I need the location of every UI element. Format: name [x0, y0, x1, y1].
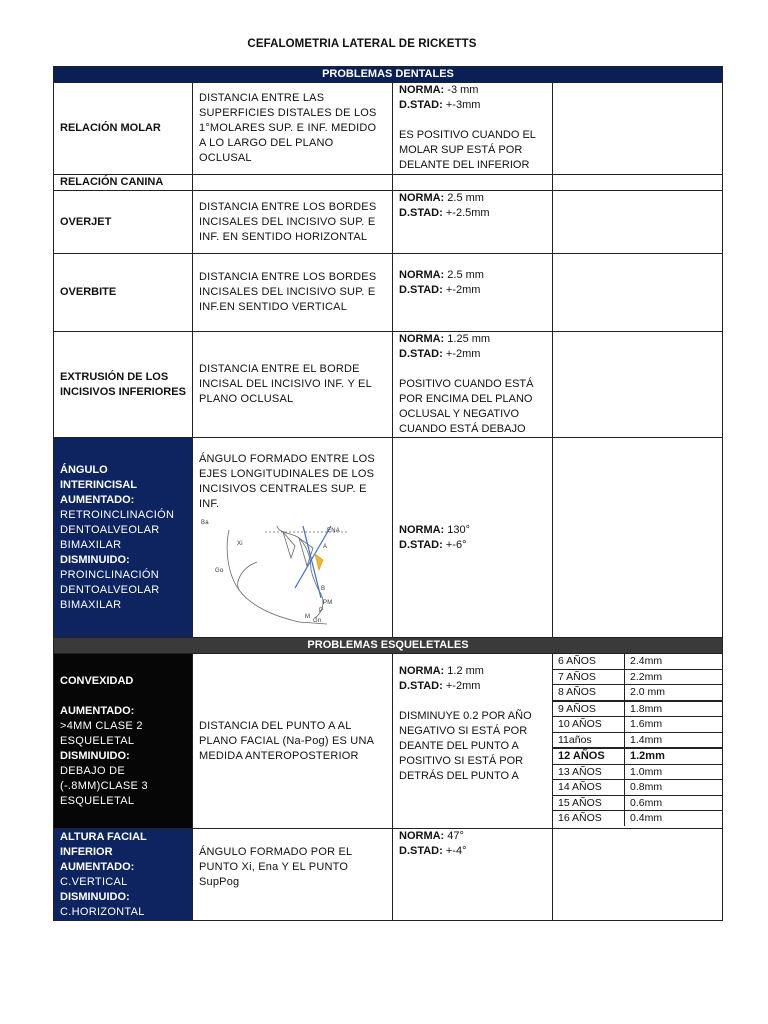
figure-label: Ba	[201, 520, 209, 526]
age-value: 2.0 mm	[625, 685, 723, 701]
empty-cell	[553, 83, 723, 175]
table-row	[54, 254, 723, 332]
age-row	[553, 717, 722, 733]
table-row	[54, 83, 723, 175]
figure-label: M	[305, 614, 311, 620]
age-label: 14 AÑOS	[553, 780, 625, 796]
age-row	[553, 654, 722, 669]
age-label: 15 AÑOS	[553, 795, 625, 811]
empty-cell	[193, 175, 393, 191]
empty-cell	[553, 438, 723, 638]
norma-label: NORMA:	[399, 523, 445, 536]
dstad-value: +-2mm	[445, 680, 481, 692]
incisor-axis-line	[295, 526, 331, 588]
age-row	[553, 669, 722, 685]
row-label: RELACIÓN MOLAR	[54, 83, 193, 175]
dstad-label: D.STAD:	[399, 207, 443, 219]
label-title: CONVEXIDAD	[60, 674, 134, 687]
age-value: 1.0mm	[625, 764, 723, 780]
age-table-cell	[553, 654, 723, 829]
dstad-label: D.STAD:	[399, 284, 443, 296]
section-title: PROBLEMAS DENTALES	[54, 67, 723, 83]
dstad-label: D.STAD:	[399, 538, 443, 551]
age-label: 11años	[553, 732, 625, 748]
section-header-dental	[54, 67, 723, 83]
age-label: 13 AÑOS	[553, 764, 625, 780]
label-title: ÁNGULO INTERINCISAL	[60, 463, 137, 491]
row-description: DISTANCIA ENTRE EL BORDE INCISAL DEL INCISIVO INF. Y EL PLANO OCLUSAL	[193, 332, 393, 438]
norma-value: 2.5 mm	[447, 192, 484, 204]
row-description: DISTANCIA DEL PUNTO A AL PLANO FACIAL (Na-Pog) ES UNA MEDIDA ANTEROPOSTERIOR	[193, 654, 393, 829]
age-value: 2.4mm	[625, 654, 723, 669]
dstad-value: +-2mm	[445, 348, 481, 360]
row-description: ÁNGULO FORMADO POR EL PUNTO Xi, Ena Y EL PUNTO SupPog	[193, 829, 393, 921]
norma-value: 1.25 mm	[447, 333, 491, 345]
row-label: RELACIÓN CANINA	[54, 175, 193, 191]
norma-label: NORMA:	[399, 84, 445, 96]
row-norm	[393, 829, 553, 921]
age-value: 1.6mm	[625, 717, 723, 733]
age-label: 10 AÑOS	[553, 717, 625, 733]
dstad-label: D.STAD:	[399, 845, 443, 857]
table-row	[54, 332, 723, 438]
norma-label: NORMA:	[399, 192, 445, 204]
cephalometric-diagram	[199, 518, 385, 628]
dstad-value: +-2mm	[445, 284, 481, 296]
row-norm	[393, 191, 553, 254]
row-norm	[393, 83, 553, 175]
age-value: 1.4mm	[625, 732, 723, 748]
norma-value: 130°	[447, 523, 471, 536]
age-value: 2.2mm	[625, 669, 723, 685]
norma-label: NORMA:	[399, 333, 445, 345]
section-header-skeletal	[54, 638, 723, 654]
row-description: DISTANCIA ENTRE LAS SUPERFICIES DISTALES DE LOS 1°MOLARES SUP. E INF. MEDIDO A LO LARGO DEL PLANO OCLUSAL	[193, 83, 393, 175]
age-label: 9 AÑOS	[553, 701, 625, 717]
table-row	[54, 654, 723, 829]
empty-cell	[553, 254, 723, 332]
empty-cell	[393, 175, 553, 191]
disminuido-text: DEBAJO DE (-.8MM)CLASE 3 ESQUELETAL	[60, 764, 148, 807]
age-row	[553, 748, 722, 764]
figure-label: Gn	[313, 618, 322, 624]
dstad-label: D.STAD:	[399, 348, 443, 360]
disminuido-label: DISMINUIDO:	[60, 891, 130, 903]
row-norm	[393, 654, 553, 829]
angle-highlight	[315, 554, 323, 570]
figure-label: ENA	[327, 528, 340, 534]
norma-value: -3 mm	[447, 84, 479, 96]
dstad-label: D.STAD:	[399, 99, 443, 111]
figure-label: A	[323, 544, 328, 550]
row-label: OVERJET	[54, 191, 193, 254]
aumentado-text: >4MM CLASE 2 ESQUELETAL	[60, 719, 143, 747]
table-row	[54, 191, 723, 254]
description-text: ÁNGULO FORMADO ENTRE LOS EJES LONGITUDINALES DE LOS INCISIVOS CENTRALES SUP. E INF.	[199, 453, 375, 510]
row-norm	[393, 438, 553, 638]
aumentado-label: AUMENTADO:	[60, 704, 135, 717]
dstad-value: +-2.5mm	[445, 207, 490, 219]
disminuido-text: PROINCLINACIÓN DENTOALVEOLAR BIMAXILAR	[60, 568, 160, 611]
label-title: ALTURA FACIAL INFERIOR	[60, 831, 147, 858]
table-row	[54, 438, 723, 638]
row-norm	[393, 254, 553, 332]
norma-value: 47°	[447, 830, 464, 842]
row-note: DISMINUYE 0.2 POR AÑO NEGATIVO SI ESTÁ POR DEANTE DEL PUNTO A POSITIVO SI ESTÁ POR DETRÁS DEL PUNTO A	[399, 710, 532, 782]
disminuido-label: DISMINUIDO:	[60, 553, 130, 566]
age-row	[553, 701, 722, 717]
disminuido-label: DISMINUIDO:	[60, 749, 130, 762]
row-note: ES POSITIVO CUANDO EL MOLAR SUP ESTÁ POR DELANTE DEL INFERIOR	[399, 129, 536, 171]
aumentado-label: AUMENTADO:	[60, 493, 135, 506]
dstad-value: +-6°	[445, 538, 467, 551]
age-label: 12 AÑOS	[553, 748, 625, 764]
dstad-value: +-4°	[445, 845, 467, 857]
figure-label: P	[319, 608, 324, 614]
age-value: 1.2mm	[625, 748, 723, 764]
norma-label: NORMA:	[399, 269, 445, 281]
row-note: POSITIVO CUANDO ESTÁ POR ENCIMA DEL PLANO OCLUSAL Y NEGATIVO CUANDO ESTÁ DEBAJO	[399, 378, 534, 435]
aumentado-text: RETROINCLINACIÓN DENTOALVEOLAR BIMAXILAR	[60, 508, 175, 551]
page-title: CEFALOMETRIA LATERAL DE RICKETTS	[247, 38, 477, 50]
row-description: DISTANCIA ENTRE LOS BORDES INCISALES DEL INCISIVO SUP. E INF. EN SENTIDO HORIZONTAL	[193, 191, 393, 254]
row-label	[54, 438, 193, 638]
dstad-value: +-3mm	[445, 99, 481, 111]
norma-value: 2.5 mm	[447, 269, 484, 281]
aumentado-label: AUMENTADO:	[60, 861, 135, 873]
figure-label: PM	[323, 600, 333, 606]
age-row	[553, 795, 722, 811]
row-label: OVERBITE	[54, 254, 193, 332]
figure-label: Go	[215, 568, 224, 574]
norma-label: NORMA:	[399, 665, 445, 677]
empty-cell	[553, 829, 723, 921]
section-title: PROBLEMAS ESQUELETALES	[54, 638, 723, 654]
row-label: EXTRUSIÓN DE LOS INCISIVOS INFERIORES	[54, 332, 193, 438]
dstad-label: D.STAD:	[399, 680, 443, 692]
age-row	[553, 732, 722, 748]
empty-cell	[553, 332, 723, 438]
row-description: DISTANCIA ENTRE LOS BORDES INCISALES DEL INCISIVO SUP. E INF.EN SENTIDO VERTICAL	[193, 254, 393, 332]
cephalometry-table	[53, 66, 723, 921]
row-description	[193, 438, 393, 638]
age-label: 6 AÑOS	[553, 654, 625, 669]
empty-cell	[553, 175, 723, 191]
aumentado-text: C.VERTICAL	[60, 876, 128, 888]
figure-label: Xi	[237, 541, 243, 547]
age-value: 0.8mm	[625, 780, 723, 796]
disminuido-text: C.HORIZONTAL	[60, 906, 145, 918]
age-label: 7 AÑOS	[553, 669, 625, 685]
age-row	[553, 780, 722, 796]
age-label: 8 AÑOS	[553, 685, 625, 701]
figure-label: B	[321, 586, 326, 592]
norma-value: 1.2 mm	[447, 665, 484, 677]
age-value: 0.4mm	[630, 812, 663, 825]
age-row	[553, 685, 722, 701]
age-row	[553, 811, 722, 826]
age-row	[553, 764, 722, 780]
age-norm-table	[553, 654, 722, 826]
empty-cell	[553, 191, 723, 254]
age-value: 0.6mm	[625, 795, 723, 811]
age-label: 16 AÑOS	[553, 811, 625, 826]
table-row	[54, 175, 723, 191]
table-row	[54, 829, 723, 921]
age-value: 1.8mm	[625, 701, 723, 717]
row-norm	[393, 332, 553, 438]
row-label	[54, 829, 193, 921]
norma-label: NORMA:	[399, 830, 445, 842]
row-label	[54, 654, 193, 829]
